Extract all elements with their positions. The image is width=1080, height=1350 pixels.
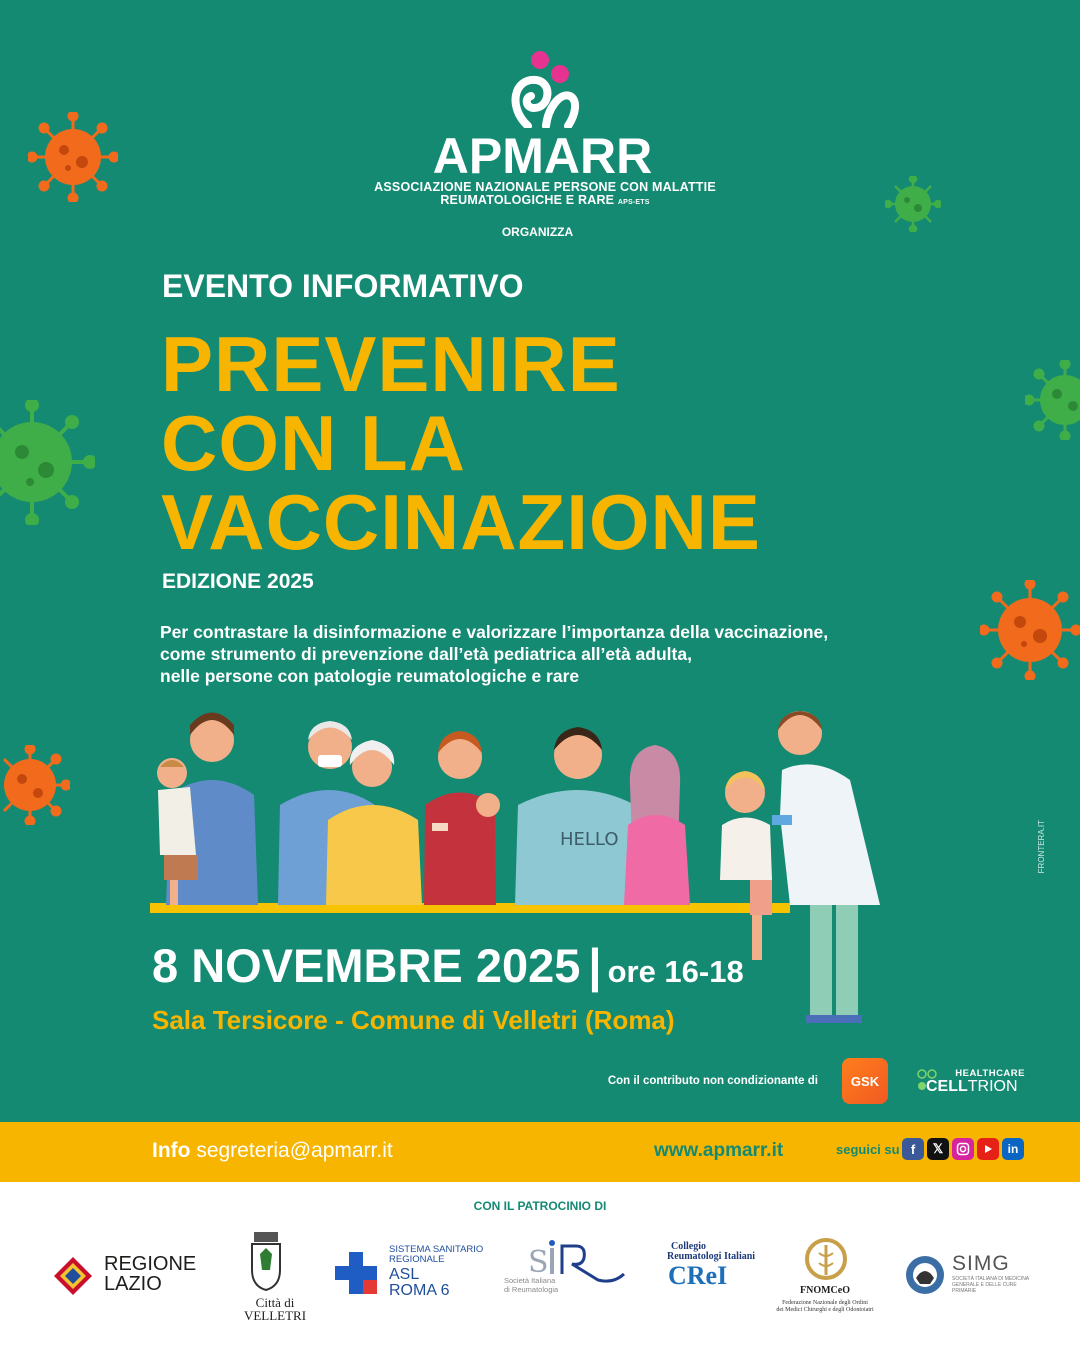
simg-subtitle: SOCIETÀ ITALIANA DI MEDICINA GENERALE E DELLE CURE PRIMARIE <box>952 1276 1029 1294</box>
regione-line1: REGIONE <box>104 1253 197 1275</box>
brand-subtitle-suffix: APS-ETS <box>617 199 650 206</box>
celltrion-logo <box>912 1068 1027 1098</box>
event-date: 8 NOVEMBRE 2025 <box>152 939 581 992</box>
velletri-logo <box>225 1296 325 1322</box>
apmarr-logo-icon <box>498 48 588 128</box>
website-link[interactable]: www.apmarr.it <box>654 1140 784 1161</box>
svg-text:S: S <box>528 1245 549 1280</box>
celltrion-top-text: HEALTHCARE <box>955 1068 1025 1079</box>
asl-big-line2: ROMA 6 <box>389 1282 450 1299</box>
asl-cross-icon <box>335 1252 377 1294</box>
event-edition: EDIZIONE 2025 <box>162 570 314 593</box>
gsk-logo: GSK <box>842 1058 888 1104</box>
description-line: nelle persone con patologie reumatologiche e rare <box>160 666 580 686</box>
fnomceo-logo: FNOMCeO <box>800 1285 850 1296</box>
event-time: ore 16-18 <box>607 954 744 989</box>
simg-logo: SIMG <box>952 1252 1010 1275</box>
event-title-line: CON LA <box>161 399 466 487</box>
youtube-icon[interactable] <box>977 1138 999 1160</box>
asl-small-text <box>389 1245 483 1265</box>
organizza-label: ORGANIZZA <box>501 225 574 239</box>
event-title-line: VACCINAZIONE <box>161 478 761 566</box>
linkedin-icon[interactable]: in <box>1002 1138 1024 1160</box>
info-contact <box>152 1139 393 1163</box>
fnom-line2: dei Medici Chirurghi e degli Odontoiatri <box>776 1307 874 1313</box>
event-date-line <box>152 938 744 993</box>
brand-subtitle-line1: ASSOCIAZIONE NAZIONALE PERSONE CON MALATTIE <box>374 180 716 194</box>
event-title <box>161 320 761 566</box>
follow-label: seguici su <box>836 1142 900 1157</box>
virus-green-right-icon <box>1025 360 1080 440</box>
virus-orange-right-icon <box>980 580 1080 680</box>
velletri-crest-icon <box>248 1230 284 1292</box>
celltrion-name <box>926 1078 1018 1096</box>
simg-emblem-icon <box>904 1254 946 1296</box>
asl-roma6-logo <box>389 1267 449 1299</box>
info-label: Info <box>152 1139 191 1162</box>
description-line: come strumento di prevenzione dall’età pediatrica all’età adulta, <box>160 644 692 664</box>
facebook-icon[interactable]: f <box>902 1138 924 1160</box>
x-icon[interactable]: 𝕏 <box>927 1138 949 1160</box>
description-line: Per contrastare la disinformazione e valorizzare l’importanza della vaccinazione, <box>160 622 829 642</box>
sir-line2: di Reumatologia <box>504 1285 559 1294</box>
crei-logo: CReI <box>668 1261 728 1290</box>
asl-small-line2: REGIONALE <box>389 1254 445 1265</box>
sir-logo <box>504 1276 558 1294</box>
fnomceo-emblem-icon <box>805 1237 847 1283</box>
fnom-line1: Federazione Nazionale degli Ordini <box>782 1300 868 1306</box>
crei-small-text <box>667 1242 755 1262</box>
brand-subtitle <box>340 181 750 209</box>
celltrion-rest: TRION <box>967 1078 1018 1095</box>
event-description <box>160 621 828 687</box>
crei-line1: Collegio <box>671 1241 706 1252</box>
event-title-line: PREVENIRE <box>161 320 621 408</box>
contribution-label: Con il contributo non condizionante di <box>607 1075 818 1087</box>
crei-line2: Reumatologi Italiani <box>667 1251 756 1262</box>
instagram-icon[interactable] <box>952 1138 974 1160</box>
brand-subtitle-line2: REUMATOLOGICHE E RARE <box>440 193 615 207</box>
virus-green-left-icon <box>0 400 95 525</box>
velletri-line2: VELLETRI <box>243 1308 307 1323</box>
designer-credit: FRONTERA.IT <box>1037 820 1046 874</box>
patronage-heading: CON IL PATROCINIO DI <box>473 1199 607 1213</box>
event-venue: Sala Tersicore - Comune di Velletri (Roma) <box>152 1005 675 1035</box>
sir-line1: Società Italiana <box>504 1276 556 1285</box>
celltrion-bold: CELL <box>926 1078 968 1095</box>
regione-line2: LAZIO <box>104 1273 162 1295</box>
event-kicker: EVENTO INFORMATIVO <box>162 268 524 304</box>
asl-big-line1: ASL <box>389 1266 420 1283</box>
velletri-line1: Città di <box>255 1295 295 1310</box>
asl-small-line1: SISTEMA SANITARIO <box>389 1244 484 1255</box>
patronage-footer <box>0 1182 1080 1350</box>
virus-orange-left-icon <box>0 745 70 825</box>
date-separator: | <box>588 939 602 992</box>
brand-name: APMARR <box>432 128 653 184</box>
regione-lazio-logo <box>104 1254 196 1294</box>
info-bar <box>0 1122 1080 1182</box>
regione-lazio-emblem-icon <box>52 1255 94 1297</box>
info-email-link[interactable]: segreteria@apmarr.it <box>196 1139 393 1162</box>
fnomceo-subtitle <box>765 1300 885 1314</box>
shirt-text: HELLO <box>560 829 619 850</box>
